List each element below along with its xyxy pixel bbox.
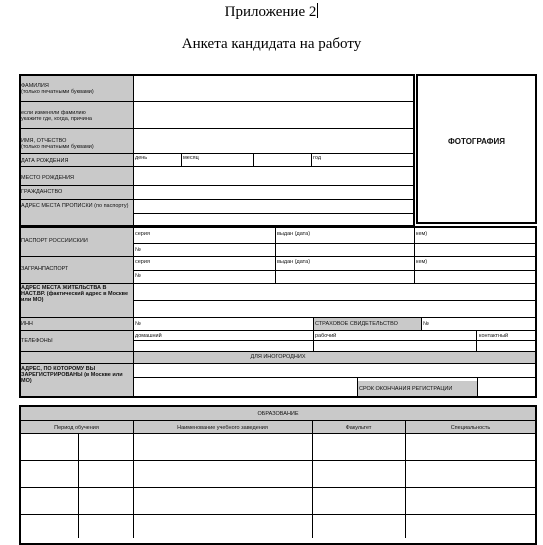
table-grid-line — [20, 256, 535, 257]
table-grid-line — [20, 433, 536, 434]
phone-home-label: домашний — [135, 333, 162, 339]
table-grid-line — [311, 153, 312, 166]
table-grid-line — [476, 330, 477, 351]
education-col-institution: Наименование учебного заведения — [177, 425, 268, 431]
inn-number-label: № — [135, 321, 141, 327]
table-grid-line — [78, 433, 79, 538]
table-grid-line — [20, 351, 535, 352]
education-title: ОБРАЗОВАНИЕ — [257, 411, 299, 417]
insurance-number-label: № — [423, 321, 429, 327]
birth-year-label: год — [313, 155, 322, 161]
surname-change-label: если изменяли фамилию укажите где, когда, причина — [21, 110, 92, 122]
table-grid-line — [20, 199, 414, 200]
foreign-issued-label: выдан (дата) — [277, 259, 311, 265]
foreign-passport-label: ЗАГРАНПАСПОРТ — [21, 266, 69, 272]
table-grid-line — [253, 153, 254, 166]
table-grid-line — [20, 153, 414, 154]
passport-issued-label: выдан (дата) — [277, 231, 311, 237]
form-title: Анкета кандидата на работу — [181, 36, 362, 52]
surname-label: ФАМИЛИЯ (только печатными буквами) — [21, 83, 94, 95]
table-grid-line — [20, 185, 414, 186]
insurance-label: СТРАХОВОЕ СВИДЕТЕЛЬСТВО — [315, 321, 398, 327]
table-grid-line — [20, 460, 536, 461]
table-grid-line — [133, 228, 134, 396]
birth-date-label: ДАТА РОЖДЕНИЯ — [21, 158, 69, 164]
phone-contact-label: контактный — [479, 333, 509, 339]
table-grid-line — [20, 363, 535, 364]
table-grid-line — [421, 317, 422, 330]
table-grid-line — [20, 514, 536, 515]
table-grid-line — [181, 153, 182, 166]
table-grid-line — [20, 101, 414, 102]
table-grid-line — [275, 256, 276, 283]
nonresident-label: ДЛЯ ИНОГОРОДНИХ — [250, 354, 306, 360]
education-col-faculty: Факультет — [345, 425, 372, 431]
appendix-label — [0, 3, 543, 21]
birth-month-label: месяц — [183, 155, 199, 161]
table-grid-line — [275, 228, 276, 256]
table-grid-line — [414, 256, 415, 283]
photo-label: ФОТОГРАФИЯ — [447, 137, 506, 146]
table-grid-line — [313, 317, 314, 330]
table-grid-line — [313, 330, 314, 351]
phone-work-label: рабочий — [315, 333, 337, 339]
passport-label: ПАСПОРТ РОССИЙСКИЙ — [21, 238, 88, 244]
foreign-series-label: серия — [135, 259, 150, 265]
table-grid-line — [133, 75, 134, 225]
table-grid-line — [20, 487, 536, 488]
table-grid-line — [133, 213, 414, 214]
table-grid-line — [133, 420, 134, 538]
birth-place-label: МЕСТО РОЖДЕНИЯ — [21, 175, 75, 181]
table-grid-line — [20, 317, 535, 318]
table-grid-line — [20, 128, 414, 129]
table-grid-line — [20, 420, 536, 421]
table-grid-line — [133, 300, 535, 301]
text-caret — [317, 3, 318, 18]
table-grid-line — [20, 166, 414, 167]
table-grid-line — [20, 330, 535, 331]
table-grid-line — [133, 243, 535, 244]
photo-frame — [416, 74, 537, 224]
registration-address-label: АДРЕС МЕСТА ПРОПИСКИ (по паспорту) — [21, 203, 129, 209]
name-label: ИМЯ, ОТЧЕСТВО (только печатными буквами) — [21, 138, 94, 150]
foreign-by-whom-label: кем) — [416, 259, 428, 265]
table-grid-line — [477, 377, 478, 396]
appendix-text: Приложение 2 — [224, 4, 317, 20]
table-grid-line — [20, 283, 535, 284]
foreign-number-label: № — [135, 273, 141, 279]
table-grid-line — [133, 270, 535, 271]
education-col-period: Период обучения — [54, 425, 99, 431]
passport-series-label: серия — [135, 231, 150, 237]
table-grid-line — [133, 340, 535, 341]
table-grid-line — [414, 228, 415, 256]
table-grid-line — [357, 377, 358, 396]
table-grid-line — [133, 377, 535, 378]
passport-by-whom-label: кем) — [416, 231, 428, 237]
inn-label: ИНН — [21, 321, 33, 327]
education-col-specialty: Специальность — [450, 425, 491, 431]
reg-address-label: АДРЕС, ПО КОТОРОМУ ВЫ ЗАРЕГИСТРИРОВАНЫ (в Москве или МО) — [21, 366, 123, 384]
citizenship-label: ГРАЖДАНСТВО — [21, 189, 63, 195]
actual-address-label: АДРЕС МЕСТА ЖИТЕЛЬСТВА В НАСТ.ВР. (фактический адрес в Москве или МО) — [21, 285, 129, 303]
table-grid-line — [312, 420, 313, 538]
phones-label: ТЕЛЕФОНЫ — [21, 338, 53, 344]
birth-day-label: день — [135, 155, 148, 161]
passport-number-label: № — [135, 247, 141, 253]
reg-expiry-label: СРОК ОКОНЧАНИЯ РЕГИСТРАЦИИ — [359, 386, 453, 392]
table-grid-line — [405, 420, 406, 538]
